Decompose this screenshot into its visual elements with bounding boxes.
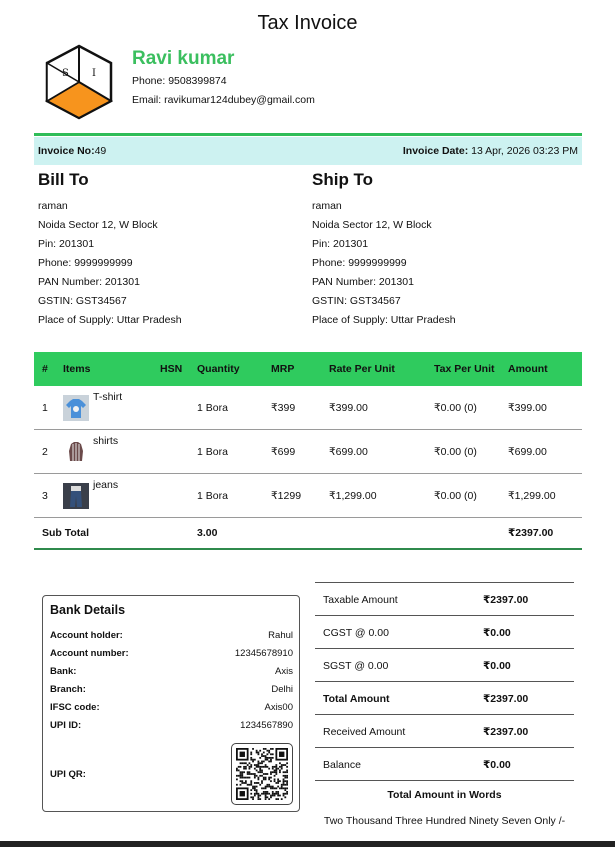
bank-label-account-holder: Account holder: (50, 630, 123, 641)
row-quantity: 1 Bora (189, 474, 263, 518)
ship-to-gstin: GSTIN: GST34567 (312, 295, 401, 307)
totals-row-cgst (315, 615, 574, 648)
ship-to-heading: Ship To (312, 170, 374, 189)
bank-value-ifsc: Axis00 (264, 702, 293, 713)
bank-label-bank: Bank: (50, 666, 77, 677)
col-header-quantity: Quantity (189, 352, 263, 386)
subtotal-row (34, 518, 582, 550)
row-mrp: ₹699 (263, 430, 321, 474)
bank-label-account-number: Account number: (50, 648, 129, 659)
totals-value: ₹2397.00 (483, 693, 529, 705)
row-item (55, 474, 152, 518)
table-row (34, 474, 582, 518)
row-amount: ₹399.00 (500, 386, 582, 430)
company-logo (45, 44, 113, 120)
totals-value: ₹0.00 (483, 759, 511, 771)
row-number: 3 (34, 474, 55, 518)
ship-to-address: Noida Sector 12, W Block (312, 219, 432, 231)
business-phone: Phone: 9508399874 (132, 75, 227, 87)
totals-row-received (315, 714, 574, 747)
header-divider (34, 133, 582, 136)
table-row (34, 430, 582, 474)
bill-to-address: Noida Sector 12, W Block (38, 219, 158, 231)
qr-code-icon (231, 743, 293, 805)
bank-value-bank: Axis (275, 666, 293, 677)
col-header-mrp: MRP (263, 352, 321, 386)
totals-row-sgst (315, 648, 574, 681)
row-number: 2 (34, 430, 55, 474)
ship-to-name: raman (312, 200, 342, 212)
col-header-amount: Amount (500, 352, 582, 386)
bank-value-account-number: 12345678910 (234, 648, 293, 659)
totals-row-balance (315, 747, 574, 781)
row-item (55, 386, 152, 430)
bill-to-phone: Phone: 9999999999 (38, 257, 133, 269)
business-name: Ravi kumar (132, 48, 235, 69)
row-amount: ₹1,299.00 (500, 474, 582, 518)
totals-value: ₹2397.00 (483, 594, 529, 606)
business-email: Email: ravikumar124dubey@gmail.com (132, 94, 315, 106)
row-rate: ₹399.00 (321, 386, 426, 430)
logo-letter-i: I (92, 68, 96, 79)
invoice-number: Invoice No:49 (38, 145, 107, 157)
bank-value-branch: Delhi (271, 684, 293, 695)
ship-to-pan: PAN Number: 201301 (312, 276, 414, 288)
row-quantity: 1 Bora (189, 386, 263, 430)
totals-value: ₹0.00 (483, 627, 511, 639)
bottom-bar (0, 841, 615, 847)
amount-in-words: Two Thousand Three Hundred Ninety Seven Only /- (323, 815, 566, 827)
totals-value: ₹2397.00 (483, 726, 529, 738)
bank-label-ifsc: IFSC code: (50, 702, 100, 713)
bank-value-upi-id: 1234567890 (240, 720, 293, 731)
page-title: Tax Invoice (257, 12, 358, 34)
col-header-number: # (34, 352, 55, 386)
bill-to-place-of-supply: Place of Supply: Uttar Pradesh (38, 314, 182, 326)
row-tax: ₹0.00 (0) (426, 474, 500, 518)
jeans-thumbnail-icon (63, 483, 89, 509)
subtotal-label: Sub Total (34, 518, 189, 550)
bill-to-heading: Bill To (38, 170, 89, 189)
shirt-thumbnail-icon (63, 439, 89, 465)
col-header-items: Items (55, 352, 152, 386)
bill-to-gstin: GSTIN: GST34567 (38, 295, 127, 307)
subtotal-quantity: 3.00 (189, 518, 263, 550)
totals-label: CGST @ 0.00 (323, 627, 389, 639)
bill-to-pan: PAN Number: 201301 (38, 276, 140, 288)
row-tax: ₹0.00 (0) (426, 430, 500, 474)
bank-details-card (42, 595, 300, 812)
bank-label-upi-id: UPI ID: (50, 720, 82, 731)
row-item-name: jeans (93, 478, 119, 491)
bank-label-branch: Branch: (50, 684, 86, 695)
row-number: 1 (34, 386, 55, 430)
bank-label-upi-qr: UPI QR: (50, 769, 86, 780)
totals-panel (315, 582, 574, 781)
totals-value: ₹0.00 (483, 660, 511, 672)
totals-label: Received Amount (323, 726, 406, 738)
row-hsn (152, 474, 189, 518)
row-item-name: T-shirt (93, 390, 123, 403)
row-rate: ₹1,299.00 (321, 474, 426, 518)
bank-value-account-holder: Rahul (268, 630, 293, 641)
logo-letter-s: S (62, 68, 69, 79)
bill-to-pin: Pin: 201301 (38, 238, 95, 250)
table-header-row (34, 352, 582, 386)
bank-details-heading: Bank Details (50, 603, 126, 617)
row-mrp: ₹1299 (263, 474, 321, 518)
items-table (34, 352, 582, 550)
row-hsn (152, 386, 189, 430)
invoice-date: Invoice Date: 13 Apr, 2026 03:23 PM (402, 145, 578, 157)
row-tax: ₹0.00 (0) (426, 386, 500, 430)
row-item-name: shirts (93, 434, 119, 447)
row-amount: ₹699.00 (500, 430, 582, 474)
table-row (34, 386, 582, 430)
row-item (55, 430, 152, 474)
totals-row-taxable (315, 582, 574, 615)
totals-label: Balance (323, 759, 361, 771)
totals-label: SGST @ 0.00 (323, 660, 389, 672)
totals-label: Taxable Amount (323, 594, 398, 606)
amount-in-words-heading: Total Amount in Words (387, 789, 502, 801)
totals-row-total (315, 681, 574, 714)
row-mrp: ₹399 (263, 386, 321, 430)
subtotal-amount: ₹2397.00 (500, 518, 582, 550)
tshirt-thumbnail-icon (63, 395, 89, 421)
col-header-rate: Rate Per Unit (321, 352, 426, 386)
subtotal-spacer (263, 518, 500, 550)
totals-label: Total Amount (323, 693, 390, 705)
row-hsn (152, 430, 189, 474)
invoice-info-bar (34, 137, 582, 165)
row-rate: ₹699.00 (321, 430, 426, 474)
ship-to-phone: Phone: 9999999999 (312, 257, 407, 269)
ship-to-pin: Pin: 201301 (312, 238, 369, 250)
ship-to-place-of-supply: Place of Supply: Uttar Pradesh (312, 314, 456, 326)
col-header-tax: Tax Per Unit (426, 352, 500, 386)
bill-to-name: raman (38, 200, 68, 212)
row-quantity: 1 Bora (189, 430, 263, 474)
col-header-hsn: HSN (152, 352, 189, 386)
